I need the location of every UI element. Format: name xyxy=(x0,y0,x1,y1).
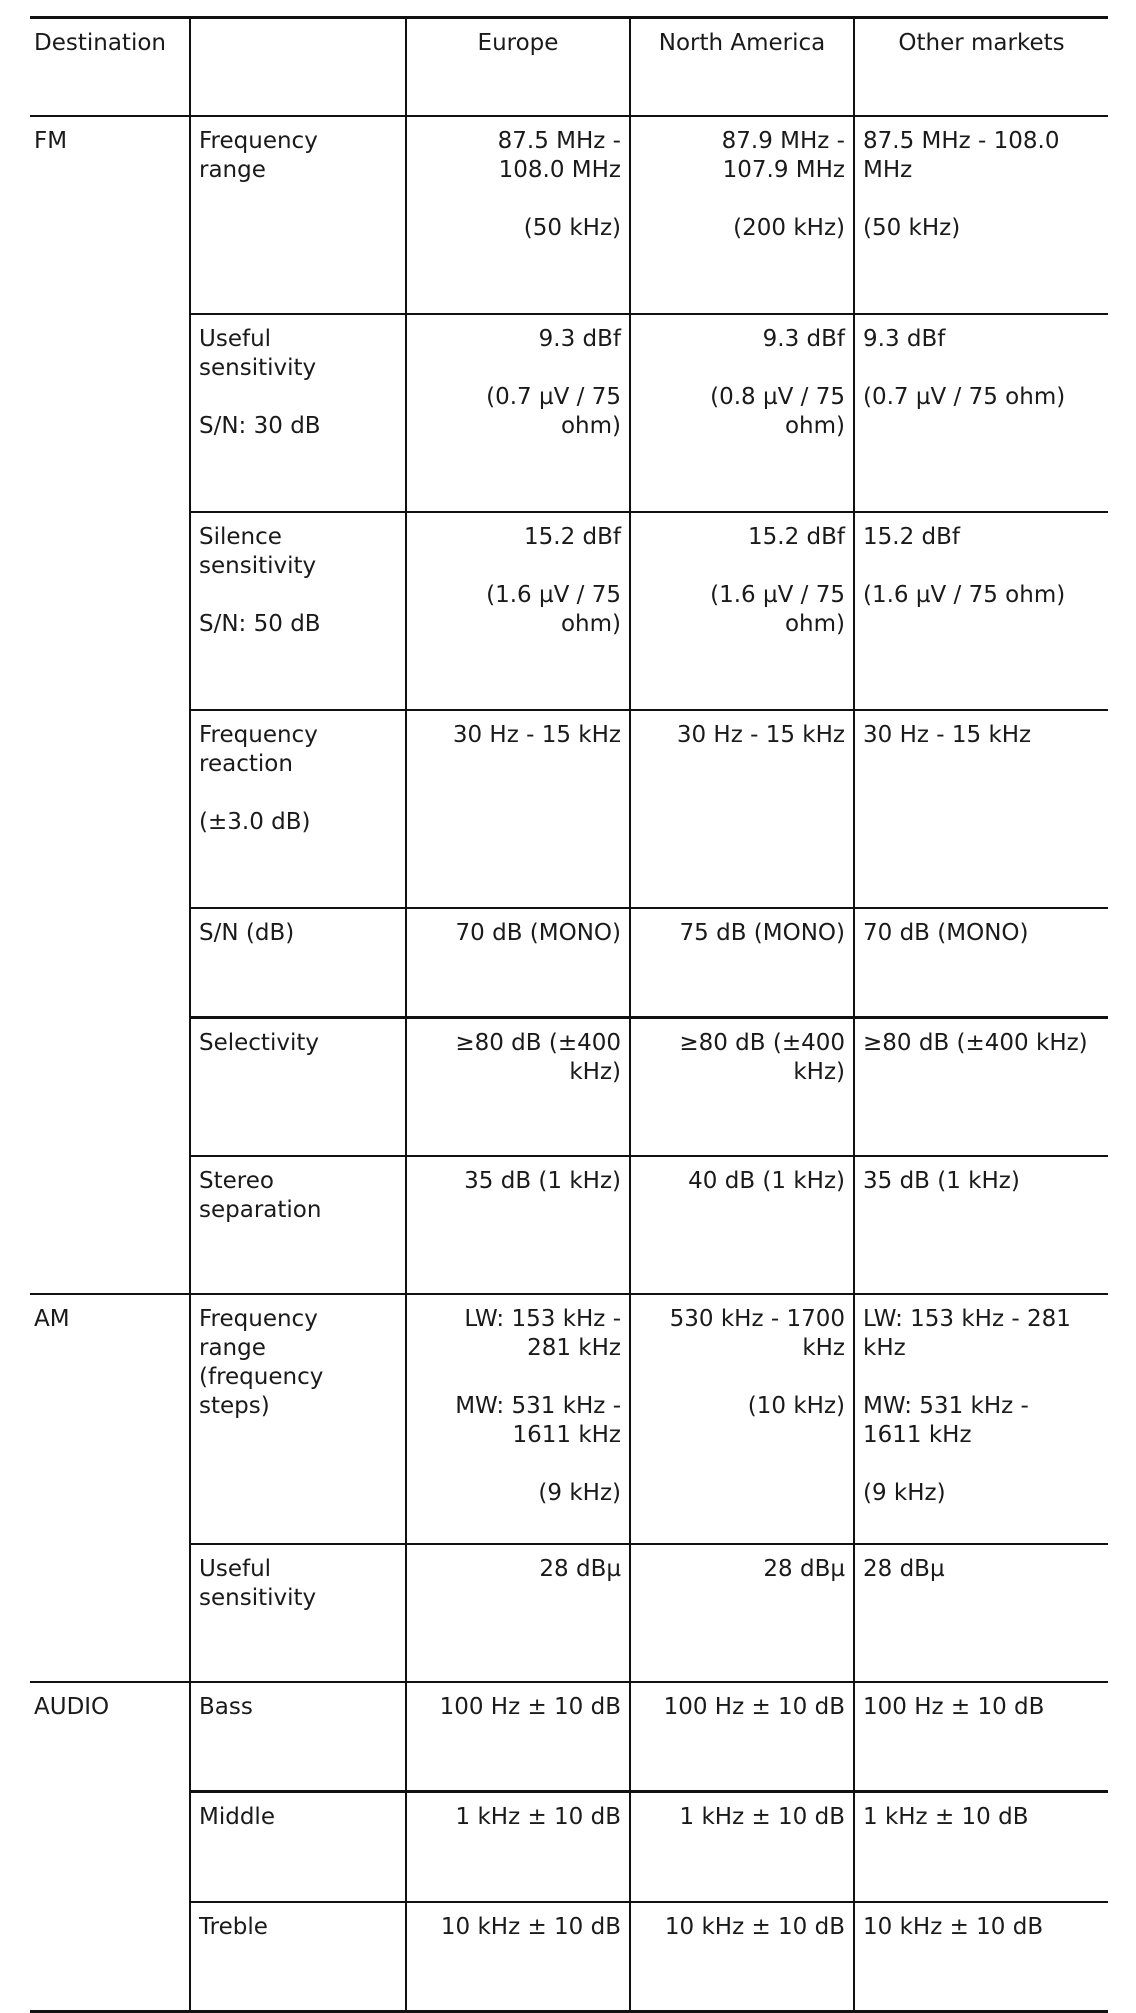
europe-value-cell xyxy=(406,116,630,314)
cell-text-line: 108.0 MHz xyxy=(498,156,621,183)
cell-text-line: 10 kHz ± 10 dB xyxy=(664,1913,845,1940)
table-row xyxy=(30,1682,1108,1792)
table-row xyxy=(30,314,1108,512)
cell-text-line: 87.5 MHz - xyxy=(497,127,621,154)
other-markets-value-cell xyxy=(854,1156,1108,1294)
europe-value-cell xyxy=(406,1018,630,1156)
parameter-cell xyxy=(190,1682,406,1792)
cell-text-line: 100 Hz ± 10 dB xyxy=(863,1693,1045,1720)
cell-text-line: 100 Hz ± 10 dB xyxy=(439,1693,621,1720)
cell-text-line: MW: 531 kHz - xyxy=(455,1392,621,1419)
europe-value-cell xyxy=(406,1294,630,1544)
table-row xyxy=(30,512,1108,710)
destination-empty xyxy=(30,512,190,710)
cell-text-line: (0.8 µV / 75 xyxy=(710,383,845,410)
line-gap xyxy=(863,354,1100,383)
destination-empty xyxy=(30,710,190,908)
north-america-value-cell xyxy=(630,116,854,314)
cell-text-line: 75 dB (MONO) xyxy=(679,919,845,946)
cell-text-line: 35 dB (1 kHz) xyxy=(464,1167,621,1194)
other-markets-value-cell xyxy=(854,710,1108,908)
europe-value-cell xyxy=(406,908,630,1018)
line-gap xyxy=(863,552,1100,581)
cell-text-line: 87.9 MHz - xyxy=(721,127,845,154)
cell-text-line: 1 kHz ± 10 dB xyxy=(863,1804,1029,1830)
cell-text-line: reaction xyxy=(199,750,293,777)
cell-text-line: (1.6 µV / 75 ohm) xyxy=(863,581,1066,608)
cell-text-line: 1611 kHz xyxy=(863,1421,972,1448)
line-gap xyxy=(415,354,621,383)
cell-text-line: 9.3 dBf xyxy=(762,325,845,352)
other-markets-value-cell xyxy=(854,1902,1108,2012)
cell-text-line: S/N (dB) xyxy=(199,919,295,946)
table-row xyxy=(30,1294,1108,1544)
cell-text-line: 10 kHz ± 10 dB xyxy=(863,1913,1044,1940)
line-gap xyxy=(863,1363,1100,1392)
europe-value-cell xyxy=(406,1544,630,1682)
cell-text-line: ohm) xyxy=(560,610,621,637)
cell-text-line: Stereo xyxy=(199,1167,274,1194)
other-markets-value-cell xyxy=(854,116,1108,314)
north-america-value-cell xyxy=(630,1156,854,1294)
cell-text-line: 9.3 dBf xyxy=(863,325,946,352)
header-europe: Europe xyxy=(406,18,630,116)
cell-text-line: 28 dBµ xyxy=(539,1555,621,1582)
destination-empty xyxy=(30,314,190,512)
parameter-cell xyxy=(190,314,406,512)
cell-text-line: MHz xyxy=(863,156,913,183)
cell-text-line: kHz xyxy=(802,1334,845,1361)
other-markets-value-cell xyxy=(854,1544,1108,1682)
destination-empty xyxy=(30,1792,190,1902)
cell-text-line: kHz xyxy=(863,1334,906,1361)
line-gap xyxy=(415,552,621,581)
cell-text-line: 40 dB (1 kHz) xyxy=(688,1167,845,1194)
specifications-table xyxy=(30,16,1108,2013)
cell-text-line: Bass xyxy=(199,1693,253,1720)
europe-value-cell xyxy=(406,512,630,710)
cell-text-line: 15.2 dBf xyxy=(524,523,621,550)
line-gap xyxy=(639,354,845,383)
cell-text-line: Frequency xyxy=(199,721,318,748)
line-gap xyxy=(199,383,397,412)
table-body xyxy=(30,116,1108,2012)
other-markets-value-cell xyxy=(854,1294,1108,1544)
line-gap xyxy=(199,581,397,610)
header-other-markets: Other markets xyxy=(854,18,1108,116)
header-north-america: North America xyxy=(630,18,854,116)
cell-text-line: 1 kHz ± 10 dB xyxy=(455,1804,621,1830)
cell-text-line: S/N: 30 dB xyxy=(199,412,321,439)
header-row xyxy=(30,18,1108,116)
cell-text-line: Frequency xyxy=(199,1305,318,1332)
cell-text-line: 107.9 MHz xyxy=(722,156,845,183)
cell-text-line: 30 Hz - 15 kHz xyxy=(452,721,621,748)
header-parameter xyxy=(190,18,406,116)
line-gap xyxy=(639,552,845,581)
cell-text-line: Treble xyxy=(199,1913,268,1940)
table-row xyxy=(30,116,1108,314)
destination-label: FM xyxy=(30,116,190,314)
cell-text-line: separation xyxy=(199,1196,322,1223)
cell-text-line: (50 kHz) xyxy=(863,214,961,241)
europe-value-cell xyxy=(406,1792,630,1902)
cell-text-line: 35 dB (1 kHz) xyxy=(863,1167,1020,1194)
line-gap xyxy=(863,185,1100,214)
cell-text-line: (±3.0 dB) xyxy=(199,808,311,835)
cell-text-line: (200 kHz) xyxy=(733,214,845,241)
europe-value-cell xyxy=(406,1156,630,1294)
cell-text-line: 530 kHz - 1700 xyxy=(669,1305,845,1332)
cell-text-line: LW: 153 kHz - 281 xyxy=(863,1305,1071,1332)
cell-text-line: ≥80 dB (±400 kHz) xyxy=(863,1030,1088,1056)
table-row xyxy=(30,710,1108,908)
line-gap xyxy=(415,185,621,214)
cell-text-line: ohm) xyxy=(560,412,621,439)
table-row xyxy=(30,908,1108,1018)
cell-text-line: ohm) xyxy=(784,610,845,637)
europe-value-cell xyxy=(406,1902,630,2012)
line-gap xyxy=(415,1450,621,1479)
cell-text-line: 15.2 dBf xyxy=(863,523,960,550)
cell-text-line: steps) xyxy=(199,1392,270,1419)
north-america-value-cell xyxy=(630,1544,854,1682)
parameter-cell xyxy=(190,1156,406,1294)
cell-text-line: (10 kHz) xyxy=(747,1392,845,1419)
destination-empty xyxy=(30,1902,190,2012)
cell-text-line: LW: 153 kHz - xyxy=(464,1305,621,1332)
north-america-value-cell xyxy=(630,1018,854,1156)
parameter-cell xyxy=(190,512,406,710)
table-header xyxy=(30,18,1108,116)
cell-text-line: (frequency xyxy=(199,1363,324,1390)
cell-text-line: (9 kHz) xyxy=(538,1479,621,1506)
cell-text-line: range xyxy=(199,156,266,183)
north-america-value-cell xyxy=(630,1902,854,2012)
cell-text-line: Selectivity xyxy=(199,1030,319,1056)
cell-text-line: (0.7 µV / 75 ohm) xyxy=(863,383,1066,410)
north-america-value-cell xyxy=(630,908,854,1018)
other-markets-value-cell xyxy=(854,1682,1108,1792)
cell-text-line: (1.6 µV / 75 xyxy=(710,581,845,608)
line-gap xyxy=(863,1450,1100,1479)
cell-text-line: ≥80 dB (±400 xyxy=(455,1030,621,1056)
north-america-value-cell xyxy=(630,1792,854,1902)
cell-text-line: Silence xyxy=(199,523,282,550)
parameter-cell xyxy=(190,710,406,908)
cell-text-line: 15.2 dBf xyxy=(748,523,845,550)
parameter-cell xyxy=(190,1544,406,1682)
destination-label: AUDIO xyxy=(30,1682,190,1792)
north-america-value-cell xyxy=(630,710,854,908)
cell-text-line: 9.3 dBf xyxy=(538,325,621,352)
north-america-value-cell xyxy=(630,1294,854,1544)
cell-text-line: 281 kHz xyxy=(527,1334,621,1361)
parameter-cell xyxy=(190,1294,406,1544)
cell-text-line: Useful xyxy=(199,1555,272,1582)
table-row xyxy=(30,1544,1108,1682)
cell-text-line: 30 Hz - 15 kHz xyxy=(863,721,1032,748)
cell-text-line: kHz) xyxy=(793,1059,845,1085)
cell-text-line: 70 dB (MONO) xyxy=(863,919,1029,946)
cell-text-line: 1 kHz ± 10 dB xyxy=(679,1804,845,1830)
europe-value-cell xyxy=(406,710,630,908)
cell-text-line: S/N: 50 dB xyxy=(199,610,321,637)
cell-text-line: (1.6 µV / 75 xyxy=(486,581,621,608)
cell-text-line: Frequency xyxy=(199,127,318,154)
destination-empty xyxy=(30,1156,190,1294)
header-destination: Destination xyxy=(30,18,190,116)
cell-text-line: 10 kHz ± 10 dB xyxy=(440,1913,621,1940)
other-markets-value-cell xyxy=(854,908,1108,1018)
destination-label: AM xyxy=(30,1294,190,1544)
other-markets-value-cell xyxy=(854,1792,1108,1902)
cell-text-line: 87.5 MHz - 108.0 xyxy=(863,127,1060,154)
europe-value-cell xyxy=(406,1682,630,1792)
other-markets-value-cell xyxy=(854,314,1108,512)
cell-text-line: MW: 531 kHz - xyxy=(863,1392,1029,1419)
cell-text-line: Middle xyxy=(199,1804,275,1830)
table-row xyxy=(30,1902,1108,2012)
line-gap xyxy=(199,779,397,808)
parameter-cell xyxy=(190,1018,406,1156)
cell-text-line: range xyxy=(199,1334,266,1361)
cell-text-line: ≥80 dB (±400 xyxy=(679,1030,845,1056)
table-row xyxy=(30,1018,1108,1156)
cell-text-line: (9 kHz) xyxy=(863,1479,946,1506)
destination-empty xyxy=(30,908,190,1018)
parameter-cell xyxy=(190,1902,406,2012)
cell-text-line: 70 dB (MONO) xyxy=(455,919,621,946)
parameter-cell xyxy=(190,116,406,314)
cell-text-line: 28 dBµ xyxy=(763,1555,845,1582)
cell-text-line: (0.7 µV / 75 xyxy=(486,383,621,410)
other-markets-value-cell xyxy=(854,512,1108,710)
north-america-value-cell xyxy=(630,314,854,512)
parameter-cell xyxy=(190,908,406,1018)
north-america-value-cell xyxy=(630,512,854,710)
cell-text-line: sensitivity xyxy=(199,354,317,381)
other-markets-value-cell xyxy=(854,1018,1108,1156)
destination-empty xyxy=(30,1544,190,1682)
cell-text-line: (50 kHz) xyxy=(523,214,621,241)
table-row xyxy=(30,1156,1108,1294)
cell-text-line: sensitivity xyxy=(199,552,317,579)
line-gap xyxy=(639,1363,845,1392)
europe-value-cell xyxy=(406,314,630,512)
cell-text-line: kHz) xyxy=(569,1059,621,1085)
cell-text-line: ohm) xyxy=(784,412,845,439)
cell-text-line: 30 Hz - 15 kHz xyxy=(676,721,845,748)
cell-text-line: sensitivity xyxy=(199,1584,317,1611)
line-gap xyxy=(415,1363,621,1392)
north-america-value-cell xyxy=(630,1682,854,1792)
cell-text-line: 1611 kHz xyxy=(512,1421,621,1448)
line-gap xyxy=(639,185,845,214)
destination-empty xyxy=(30,1018,190,1156)
parameter-cell xyxy=(190,1792,406,1902)
cell-text-line: 100 Hz ± 10 dB xyxy=(663,1693,845,1720)
cell-text-line: Useful xyxy=(199,325,272,352)
cell-text-line: 28 dBµ xyxy=(863,1555,945,1582)
table-row xyxy=(30,1792,1108,1902)
